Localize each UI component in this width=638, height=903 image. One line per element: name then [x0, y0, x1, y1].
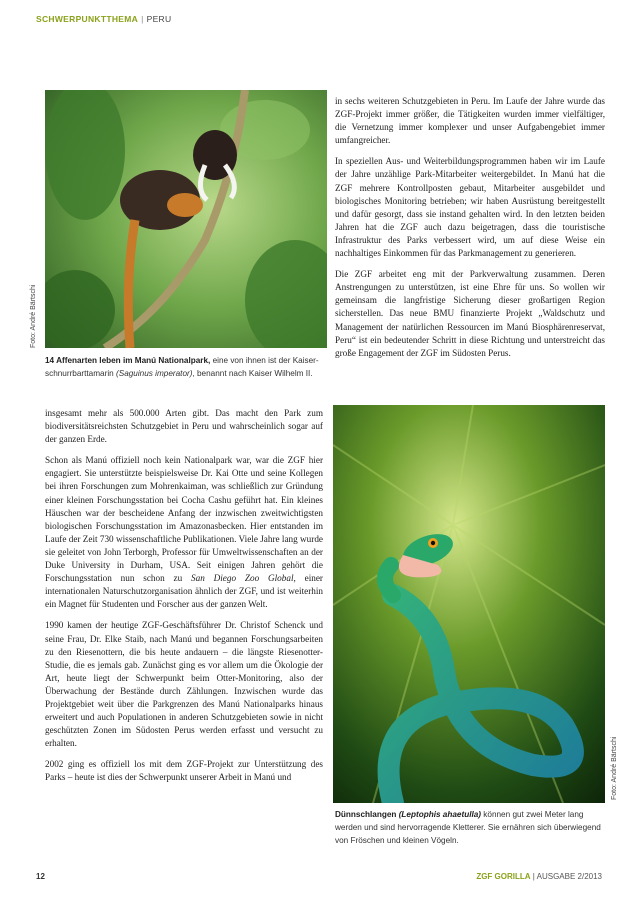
right-column: [335, 95, 605, 368]
caption-tamarin-text2: , benannt nach Kaiser Wilhelm II.: [192, 369, 313, 378]
magazine-brand: ZGF GORILLA: [476, 872, 531, 881]
left-column: [45, 407, 323, 793]
right-paragraph-2: In speziellen Aus- und Weiterbildungsprogrammen haben wir im Laufe der Jahre unzählige Park-Mitarbeiter weitergebildet. In Manú hat die ZGF mehrere Kontrollposten gebaut, Mitarbeiter ausgebildet und biologisches Monitoring betrieben; wir haben Ausrüstung bereitgestellt und dafür gesorgt, dass sie instand gehalten wird. In den letzten beiden Jahren hat die ZGF auch dazu beigetragen, dass die touristische Infrastruktur des Parks verbessert wird, um auf diese Weise ein nachhaltiges Einkommen für das Parkmanagement zu generieren.: [335, 156, 605, 259]
caption-snake-species: (Leptophis ahaetulla): [398, 810, 482, 819]
snake-photo: [333, 405, 605, 803]
org-name: San Diego Zoo Global: [191, 573, 294, 584]
caption-tamarin-text1: eine von ihnen ist der Kaiser-schnurrbarttamarin: [45, 356, 319, 378]
tamarin-photo: [45, 90, 327, 348]
page-header: [36, 14, 171, 24]
caption-snake-bold: Dünnschlangen: [335, 810, 399, 819]
photo-credit-2: Foto: André Bärtschi: [611, 736, 618, 800]
caption-snake-text: können gut zwei Meter lang werden und sind hervorragende Kletterer. Sie ernähren sich überwiegend von Fröschen und kleinen Vögeln.: [335, 810, 601, 845]
topic-label: PERU: [146, 14, 172, 24]
caption-snake: [335, 808, 605, 847]
caption-tamarin: [45, 354, 330, 380]
header-separator: |: [141, 14, 144, 24]
left-paragraph-4: 2002 ging es offiziell los mit dem ZGF-Projekt zur Unterstützung des Parks – heute ist dies der Schwerpunkt unserer Arbeit in Manú und: [45, 759, 323, 783]
issue-label: AUSGABE 2/2013: [536, 872, 602, 881]
magazine-issue: [476, 872, 602, 881]
left-paragraph-1: insgesamt mehr als 500.000 Arten gibt. Das macht den Park zum biodiversitätsreichsten Schutzgebiet in Peru und wahrscheinlich sogar auf der ganzen Erde.: [45, 408, 323, 445]
left-paragraph-3: 1990 kamen der heutige ZGF-Geschäftsführer Dr. Christof Schenck und seine Frau, Dr. Elke Staib, nach Manú und begannen Forschungsarbeiten zu den Riesenottern, die bis heute andauern – die längste Riesenotter-Studie, die es jemals gab. Zunächst ging es vor allem um die Ökologie der Art, heute liegt der Schwerpunkt beim Otter-Monitoring, also der Überwachung der Bestände durch Zählungen. Inzwischen wurde das Projektgebiet weit über die Parkgrenzen des Manú Nationalparks hinaus erweitert und auch Populationen in anderen Schutzgebieten sowie in nicht geschützten Zonen im Südosten Perus werden erfasst und versucht zu erhalten.: [45, 620, 323, 749]
page-number: 12: [36, 872, 45, 881]
footer-separator: |: [532, 872, 535, 881]
photo-credit-1: Foto: André Bärtschi: [30, 284, 37, 348]
right-paragraph-3: Die ZGF arbeitet eng mit der Parkverwaltung zusammen. Deren Anstrengungen zu unterstützen, ist eine Ehre für uns. So wollen wir gemeinsam die langfristige Sicherung dieser großartigen Region sicherstellen. Das neue BMU finanzierte Projekt „Waldschutz und Management der natürlichen Ressourcen im Manú Biosphärenreservat, Peru“ ist ein bedeutender Schritt in diese Richtung und unterstreicht das große Engagement der ZGF im Südosten Perus.: [335, 269, 605, 358]
right-paragraph-1: in sechs weiteren Schutzgebieten in Peru. Im Laufe der Jahre wurde das ZGF-Projekt immer größer, die Tätigkeiten wurden immer vielfältiger, die Vernetzung immer komplexer und unser Aufgabengebiet immer umfangreicher.: [335, 96, 605, 146]
caption-tamarin-species: (Saguinus imperator): [116, 369, 193, 378]
left-paragraph-2b: , einer internationalen Naturschutzorganisation ähnlich der ZGF, und ist weiterhin ein Magnet für Studenten und Forscher aus der ganzen Welt.: [45, 573, 323, 610]
caption-tamarin-bold: 14 Affenarten leben im Manú Nationalpark,: [45, 356, 211, 365]
left-paragraph-2: [45, 454, 323, 611]
left-paragraph-2a: Schon als Manú offiziell noch kein Nationalpark war, war die ZGF hier engagiert. Sie unterstützte beispielsweise Dr. Kai Otte und seine Kollegen bei ihren Forschungen zum Mohrenkaiman, was schließlich zur Gründung einer kleinen Forschungsstation bei Cocha Cashu geführt hat. Ein kleines Häuschen war der bescheidene Anfang der inzwischen zweitwichtigsten biologischen Forschungsstation im Amazonasbecken. Hier entstanden im Laufe der Zeit 730 wissenschaftliche Publikationen. Viele Jahre lang wurde sie geleitet von John Terborgh, Professor für Umweltwissenschaften an der Duke University in Durham, USA. Seit einigen Jahren gehört die Forschungsstation nun schon zu: [45, 455, 323, 584]
section-label: SCHWERPUNKTTHEMA: [36, 14, 139, 24]
